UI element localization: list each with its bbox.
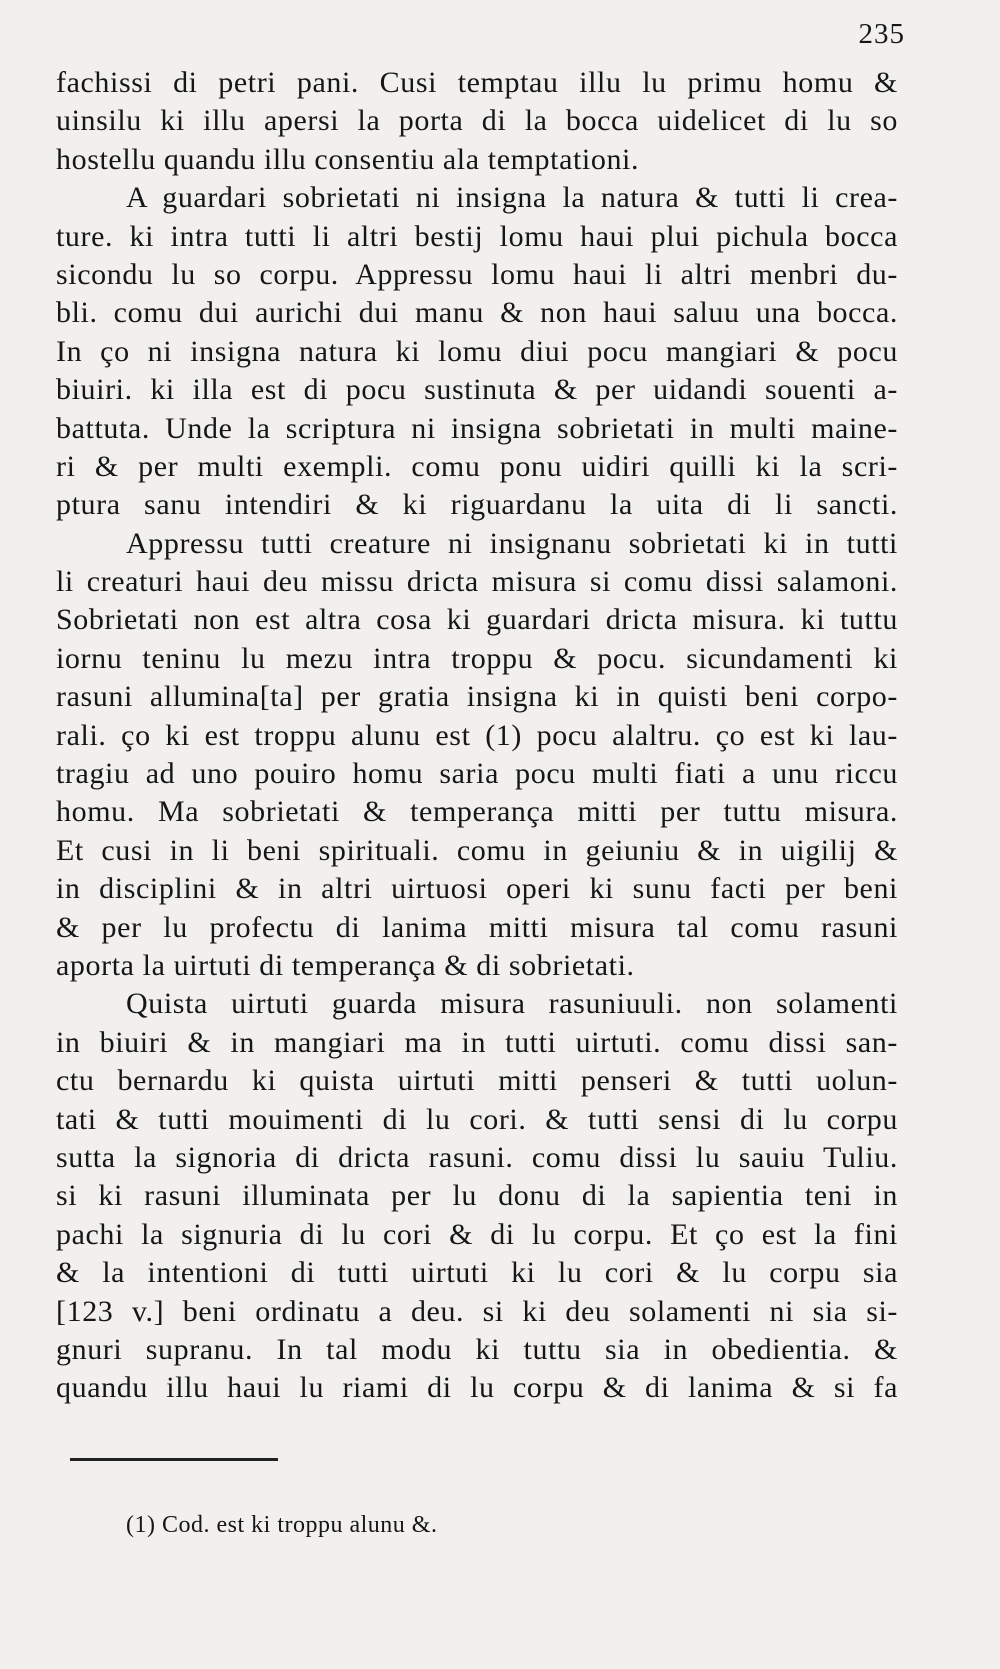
text-line: & per lu profectu di lanima mitti misura tal comu rasuni bbox=[56, 910, 898, 944]
text-line: fachissi di petri pani. Cusi temptau illu lu primu homu & bbox=[56, 66, 898, 99]
page-number: 235 bbox=[858, 18, 905, 50]
text-line: [123 v.] beni ordinatu a deu. si ki deu solamenti ni sia si- bbox=[56, 1294, 898, 1328]
text-line: tati & tutti mouimenti di lu cori. & tutti sensi di lu corpu bbox=[56, 1102, 898, 1136]
text-line: In ço ni insigna natura ki lomu diui pocu mangiari & pocu bbox=[56, 334, 898, 368]
footnote: (1) Cod. est ki troppu alunu &. bbox=[126, 1512, 438, 1538]
text-line: Quista uirtuti guarda misura rasuniuuli. non solamenti bbox=[126, 987, 898, 1021]
text-line: si ki rasuni illuminata per lu donu di la sapientia teni in bbox=[56, 1179, 898, 1213]
text-line: li creaturi haui deu missu dricta misura si comu dissi salamoni. bbox=[56, 565, 898, 599]
text-line: Sobrietati non est altra cosa ki guardari dricta misura. ki tuttu bbox=[56, 603, 898, 637]
text-line: Appressu tutti creature ni insignanu sobrietati ki in tutti bbox=[126, 526, 898, 560]
body-text bbox=[56, 64, 898, 1408]
text-line: gnuri supranu. In tal modu ki tuttu sia in obedientia. & bbox=[56, 1332, 898, 1366]
text-line: sicondu lu so corpu. Appressu lomu haui li altri menbri du- bbox=[56, 257, 898, 291]
text-line: rali. ço ki est troppu alunu est (1) pocu alaltru. ço est ki lau- bbox=[56, 718, 898, 752]
text-line: rasuni allumina[ta] per gratia insigna ki in quisti beni corpo- bbox=[56, 680, 898, 714]
text-line: in biuiri & in mangiari ma in tutti uirtuti. comu dissi san- bbox=[56, 1025, 898, 1059]
footnote-divider bbox=[70, 1458, 278, 1461]
text-line: battuta. Unde la scriptura ni insigna sobrietati in multi maine- bbox=[56, 411, 898, 445]
text-line: ctu bernardu ki quista uirtuti mitti penseri & tutti uolun- bbox=[56, 1064, 898, 1098]
text-line: homu. Ma sobrietati & temperança mitti per tuttu misura. bbox=[56, 795, 898, 829]
text-line: iornu teninu lu mezu intra troppu & pocu. sicundamenti ki bbox=[56, 641, 898, 675]
text-line: hostellu quandu illu consentiu ala temptationi. bbox=[56, 142, 640, 176]
text-line: quandu illu haui lu riami di lu corpu & di lanima & si fa bbox=[56, 1371, 898, 1405]
text-line: ri & per multi exempli. comu ponu uidiri quilli ki la scri- bbox=[56, 449, 898, 483]
text-line: uinsilu ki illu apersi la porta di la bocca uidelicet di lu so bbox=[56, 104, 898, 138]
text-line: pachi la signuria di lu cori & di lu corpu. Et ço est la fini bbox=[56, 1217, 898, 1251]
text-line: ture. ki intra tutti li altri bestij lomu haui plui pichula bocca bbox=[56, 219, 898, 253]
text-line: aporta la uirtuti di temperança & di sobrietati. bbox=[56, 948, 635, 982]
text-line: in disciplini & in altri uirtuosi operi ki sunu facti per beni bbox=[56, 872, 898, 906]
text-line: & la intentioni di tutti uirtuti ki lu cori & lu corpu sia bbox=[56, 1256, 898, 1290]
text-line: bli. comu dui aurichi dui manu & non haui saluu una bocca. bbox=[56, 296, 898, 330]
text-line: A guardari sobrietati ni insigna la natura & tutti li crea- bbox=[126, 181, 898, 215]
text-line: biuiri. ki illa est di pocu sustinuta & per uidandi souenti a- bbox=[56, 373, 898, 407]
text-line: ptura sanu intendiri & ki riguardanu la uita di li sancti. bbox=[56, 488, 898, 522]
text-line: sutta la signoria di dricta rasuni. comu dissi lu sauiu Tuliu. bbox=[56, 1140, 898, 1174]
text-line: tragiu ad uno pouiro homu saria pocu multi fiati a unu riccu bbox=[56, 757, 898, 791]
text-line: Et cusi in li beni spirituali. comu in geiuniu & in uigilij & bbox=[56, 833, 898, 867]
